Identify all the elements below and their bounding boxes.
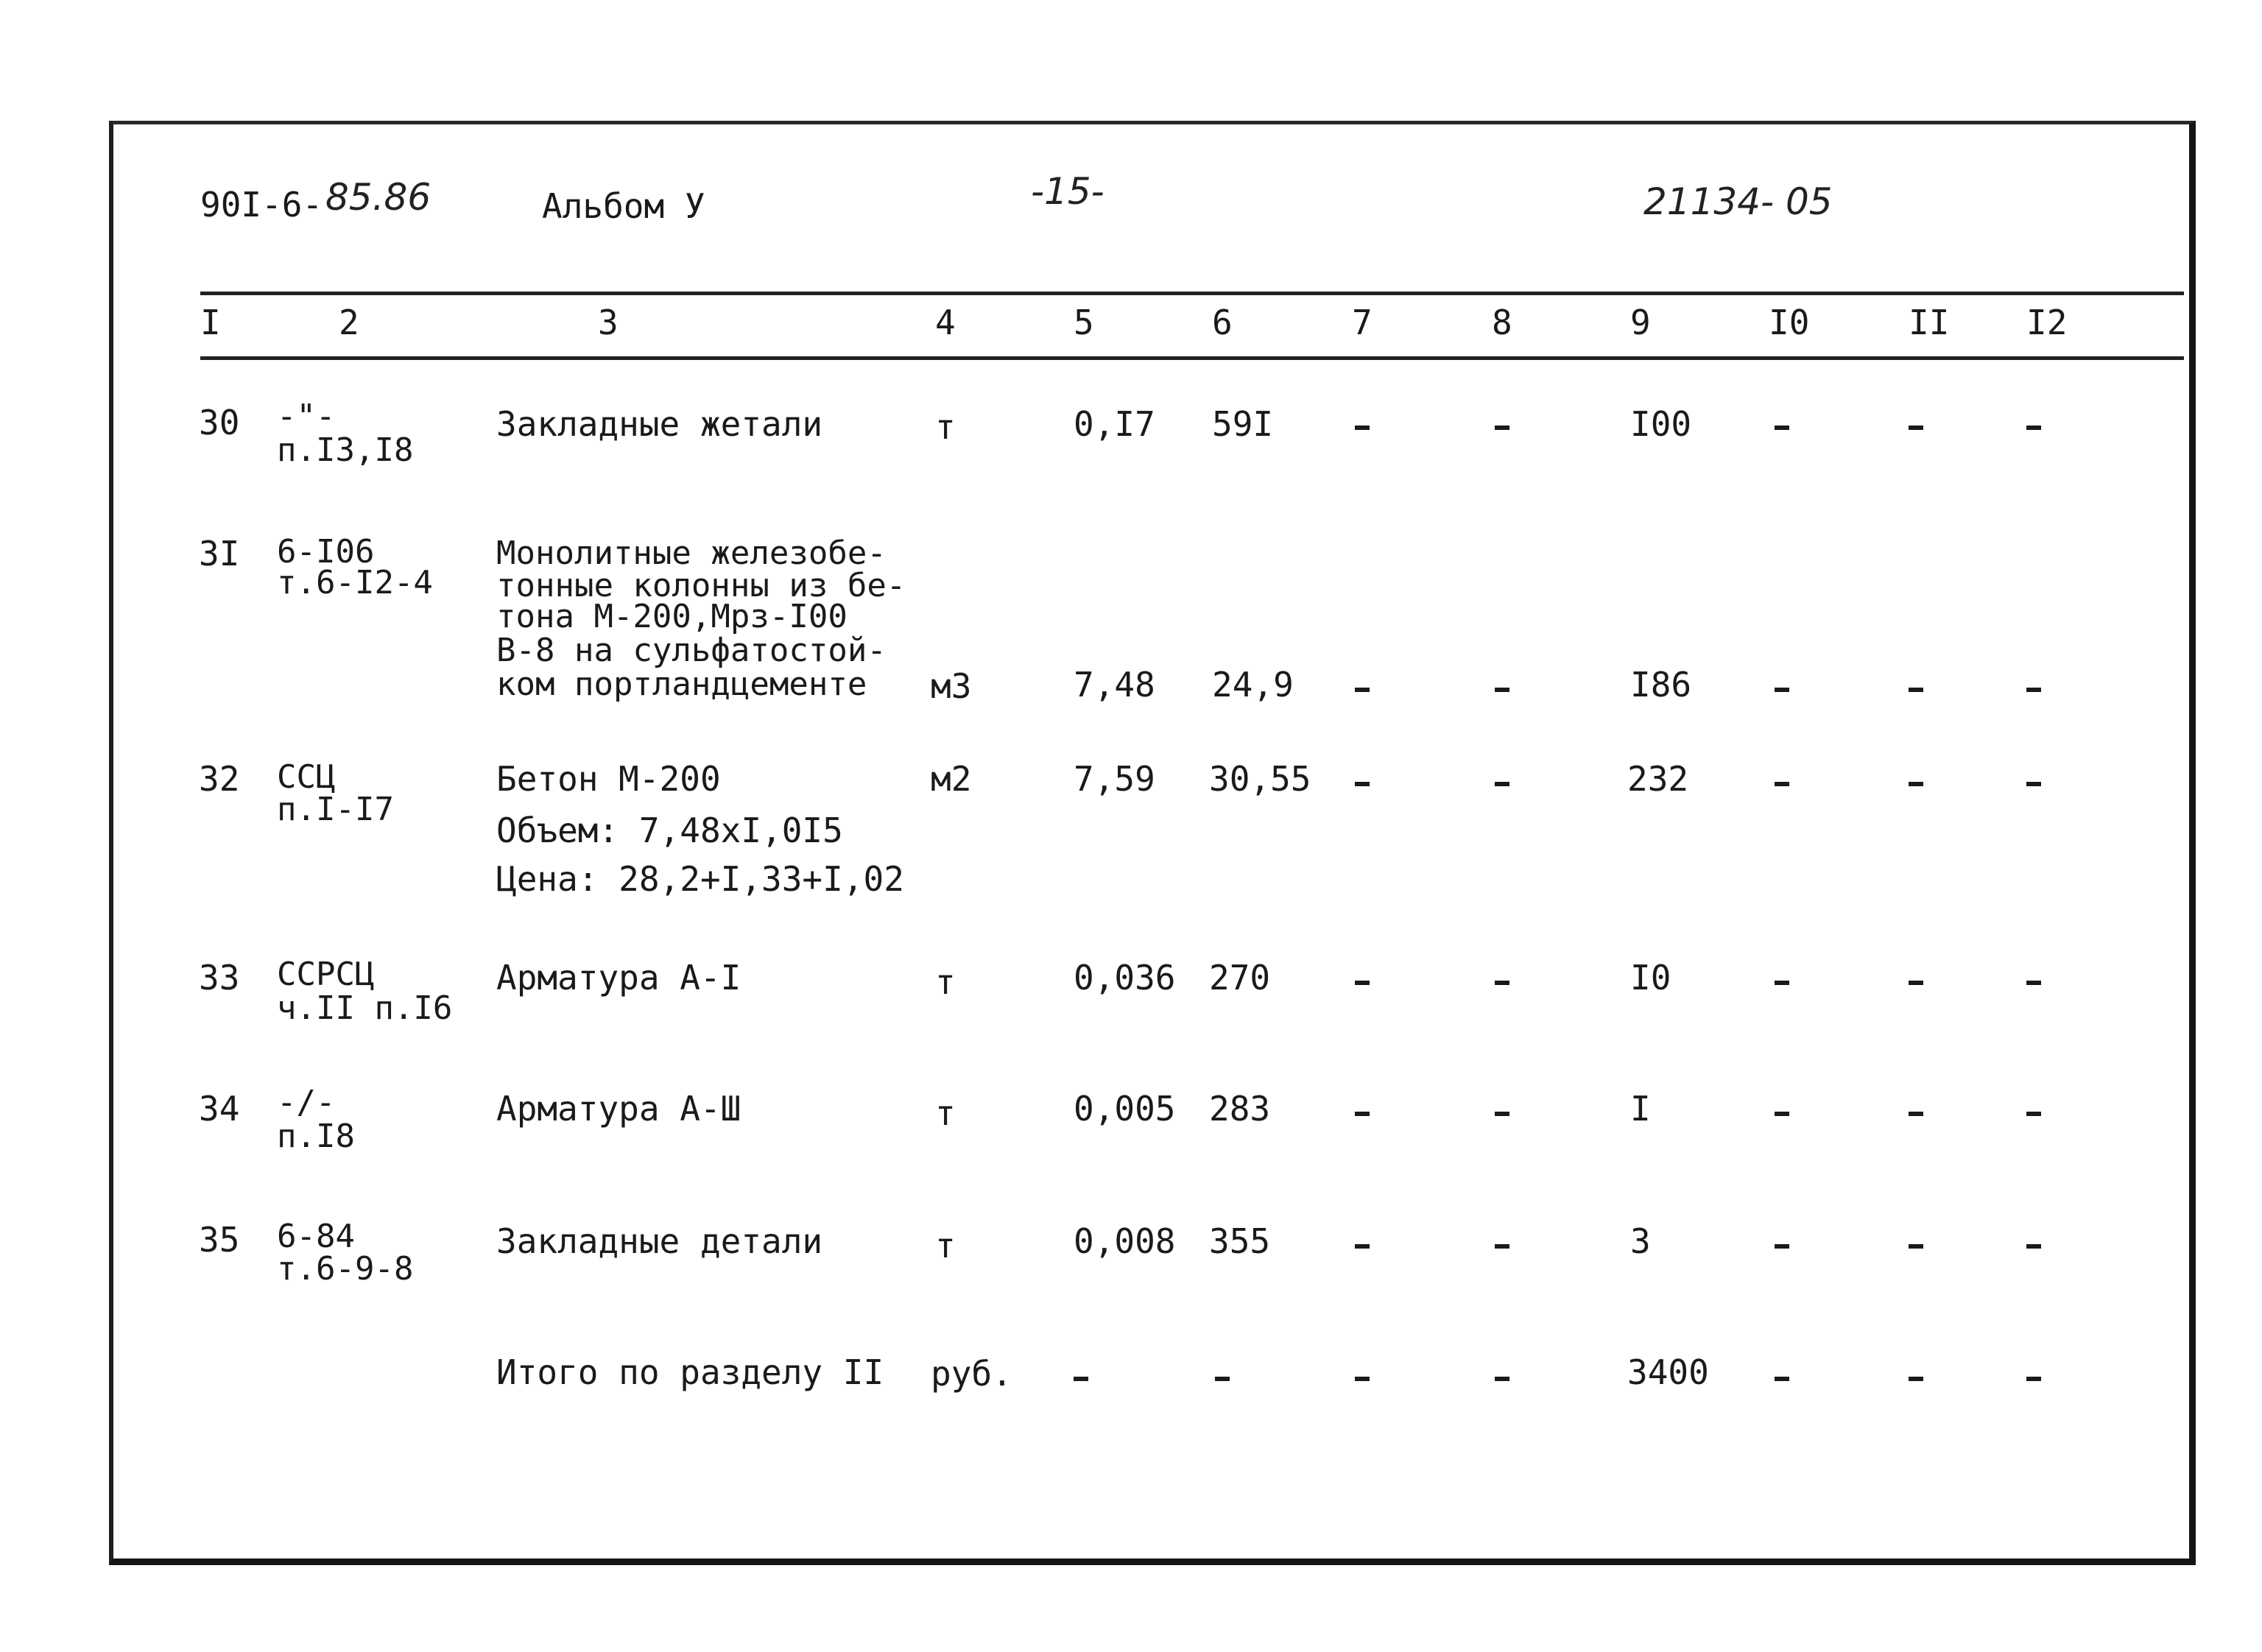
row-price: 59I bbox=[1212, 404, 1274, 444]
row-price: 24,9 bbox=[1212, 665, 1294, 705]
empty-dash bbox=[1909, 426, 1923, 430]
empty-dash bbox=[1355, 1112, 1370, 1116]
row-unit: м2 bbox=[931, 759, 972, 799]
col-header-2: 2 bbox=[339, 303, 359, 342]
row-code-line: ССРСЦ bbox=[277, 956, 375, 993]
row-code-line: п.I-I7 bbox=[277, 791, 394, 828]
empty-dash bbox=[1495, 1244, 1509, 1249]
row-price: 30,55 bbox=[1209, 759, 1311, 799]
row-qty: 0,008 bbox=[1074, 1221, 1176, 1261]
empty-dash bbox=[1909, 981, 1923, 985]
row-total: 3 bbox=[1630, 1221, 1651, 1261]
col-header-12: I2 bbox=[2026, 303, 2068, 342]
empty-dash bbox=[2026, 1244, 2041, 1249]
row-code-line: ССЦ bbox=[277, 758, 336, 796]
row-number: 32 bbox=[199, 759, 240, 799]
col-header-5: 5 bbox=[1074, 303, 1094, 342]
page-frame bbox=[109, 121, 2196, 1565]
empty-dash bbox=[1775, 782, 1789, 786]
row-code-line: -/- bbox=[277, 1084, 336, 1121]
empty-dash bbox=[1074, 1377, 1088, 1381]
row-number: 33 bbox=[199, 958, 240, 998]
col-header-8: 8 bbox=[1492, 303, 1512, 342]
summary-total: 3400 bbox=[1627, 1352, 1709, 1392]
row-unit: т bbox=[935, 1093, 956, 1133]
row-price: 283 bbox=[1209, 1089, 1271, 1129]
doc-code: 90I-6- bbox=[200, 185, 323, 225]
row-price: 355 bbox=[1209, 1221, 1271, 1261]
row-code-line: п.I8 bbox=[277, 1118, 355, 1155]
row-unit: т bbox=[935, 962, 956, 1002]
row-name-line: ком портландцементе bbox=[496, 666, 867, 703]
empty-dash bbox=[2026, 1377, 2041, 1381]
row-qty: 7,59 bbox=[1074, 759, 1155, 799]
row-unit: т bbox=[935, 407, 956, 447]
row-code-line: т.6-I2-4 bbox=[277, 564, 433, 601]
row-unit: м3 bbox=[931, 666, 972, 706]
row-name-line: В-8 на сульфатостой- bbox=[496, 632, 887, 669]
header-bottom-rule bbox=[200, 356, 2184, 360]
row-qty: 0,036 bbox=[1074, 958, 1176, 998]
col-header-7: 7 bbox=[1352, 303, 1373, 342]
row-total: I00 bbox=[1630, 404, 1692, 444]
empty-dash bbox=[1355, 688, 1370, 692]
row-total: 232 bbox=[1627, 759, 1689, 799]
row-number: 34 bbox=[199, 1089, 240, 1129]
empty-dash bbox=[1909, 1377, 1923, 1381]
empty-dash bbox=[1775, 1377, 1789, 1381]
empty-dash bbox=[1775, 1244, 1789, 1249]
album-label: Альбом У bbox=[542, 186, 705, 226]
empty-dash bbox=[1775, 426, 1789, 430]
row-name-line: тона М-200,Мрз-I00 bbox=[496, 598, 848, 635]
row-code-line: ч.II п.I6 bbox=[277, 989, 453, 1027]
empty-dash bbox=[1355, 1377, 1370, 1381]
empty-dash bbox=[1215, 1377, 1230, 1381]
empty-dash bbox=[1495, 782, 1509, 786]
row-name-line: Закладные жетали bbox=[496, 404, 823, 444]
row-name-line: Закладные детали bbox=[496, 1221, 823, 1261]
empty-dash bbox=[1495, 1112, 1509, 1116]
doc-code-handwritten: 85.86 bbox=[325, 176, 431, 219]
row-code-line: п.I3,I8 bbox=[277, 431, 414, 469]
row-total: I86 bbox=[1630, 665, 1692, 705]
row-name-line: Монолитные железобе- bbox=[496, 534, 887, 572]
empty-dash bbox=[1495, 1377, 1509, 1381]
row-name-line: Арматура А-I bbox=[496, 958, 741, 998]
row-code-line: т.6-9-8 bbox=[277, 1250, 414, 1288]
row-name-line: Бетон М-200 bbox=[496, 759, 721, 799]
empty-dash bbox=[2026, 1112, 2041, 1116]
empty-dash bbox=[2026, 981, 2041, 985]
row-price: 270 bbox=[1209, 958, 1271, 998]
row-total: I bbox=[1630, 1089, 1651, 1129]
page-number: -15- bbox=[1031, 170, 1104, 213]
row-total: I0 bbox=[1630, 958, 1671, 998]
empty-dash bbox=[2026, 426, 2041, 430]
empty-dash bbox=[1775, 981, 1789, 985]
row-number: 3I bbox=[199, 534, 240, 573]
row-number: 35 bbox=[199, 1220, 240, 1260]
row-name-line: Цена: 28,2+I,33+I,02 bbox=[496, 859, 904, 899]
summary-label: Итого по разделу II bbox=[496, 1352, 884, 1392]
col-header-3: 3 bbox=[598, 303, 619, 342]
empty-dash bbox=[1909, 1244, 1923, 1249]
row-name-line: тонные колонны из бе- bbox=[496, 567, 906, 604]
row-number: 30 bbox=[199, 403, 240, 442]
empty-dash bbox=[1355, 981, 1370, 985]
empty-dash bbox=[1775, 688, 1789, 692]
row-unit: т bbox=[935, 1226, 956, 1266]
row-name-line: Арматура А-Ш bbox=[496, 1089, 741, 1129]
row-name-line: Объем: 7,48хI,0I5 bbox=[496, 811, 843, 850]
empty-dash bbox=[1495, 426, 1509, 430]
row-qty: 7,48 bbox=[1074, 665, 1155, 705]
empty-dash bbox=[1495, 981, 1509, 985]
empty-dash bbox=[2026, 782, 2041, 786]
row-qty: 0,005 bbox=[1074, 1089, 1176, 1129]
empty-dash bbox=[1909, 782, 1923, 786]
empty-dash bbox=[1355, 782, 1370, 786]
drawing-number: 21134- 05 bbox=[1643, 180, 1833, 223]
col-header-1: I bbox=[200, 303, 221, 342]
row-code-line: 6-I06 bbox=[277, 533, 375, 571]
empty-dash bbox=[1355, 426, 1370, 430]
empty-dash bbox=[1495, 688, 1509, 692]
col-header-4: 4 bbox=[935, 303, 956, 342]
row-code-line: 6-84 bbox=[277, 1218, 355, 1255]
empty-dash bbox=[2026, 688, 2041, 692]
row-code-line: -"- bbox=[277, 398, 336, 435]
empty-dash bbox=[1909, 688, 1923, 692]
col-header-10: I0 bbox=[1769, 303, 1810, 342]
empty-dash bbox=[1355, 1244, 1370, 1249]
col-header-11: II bbox=[1909, 303, 1950, 342]
col-header-6: 6 bbox=[1212, 303, 1233, 342]
empty-dash bbox=[1909, 1112, 1923, 1116]
table-top-rule bbox=[200, 292, 2184, 295]
col-header-9: 9 bbox=[1630, 303, 1651, 342]
summary-unit: руб. bbox=[931, 1354, 1012, 1394]
empty-dash bbox=[1775, 1112, 1789, 1116]
row-qty: 0,I7 bbox=[1074, 404, 1155, 444]
